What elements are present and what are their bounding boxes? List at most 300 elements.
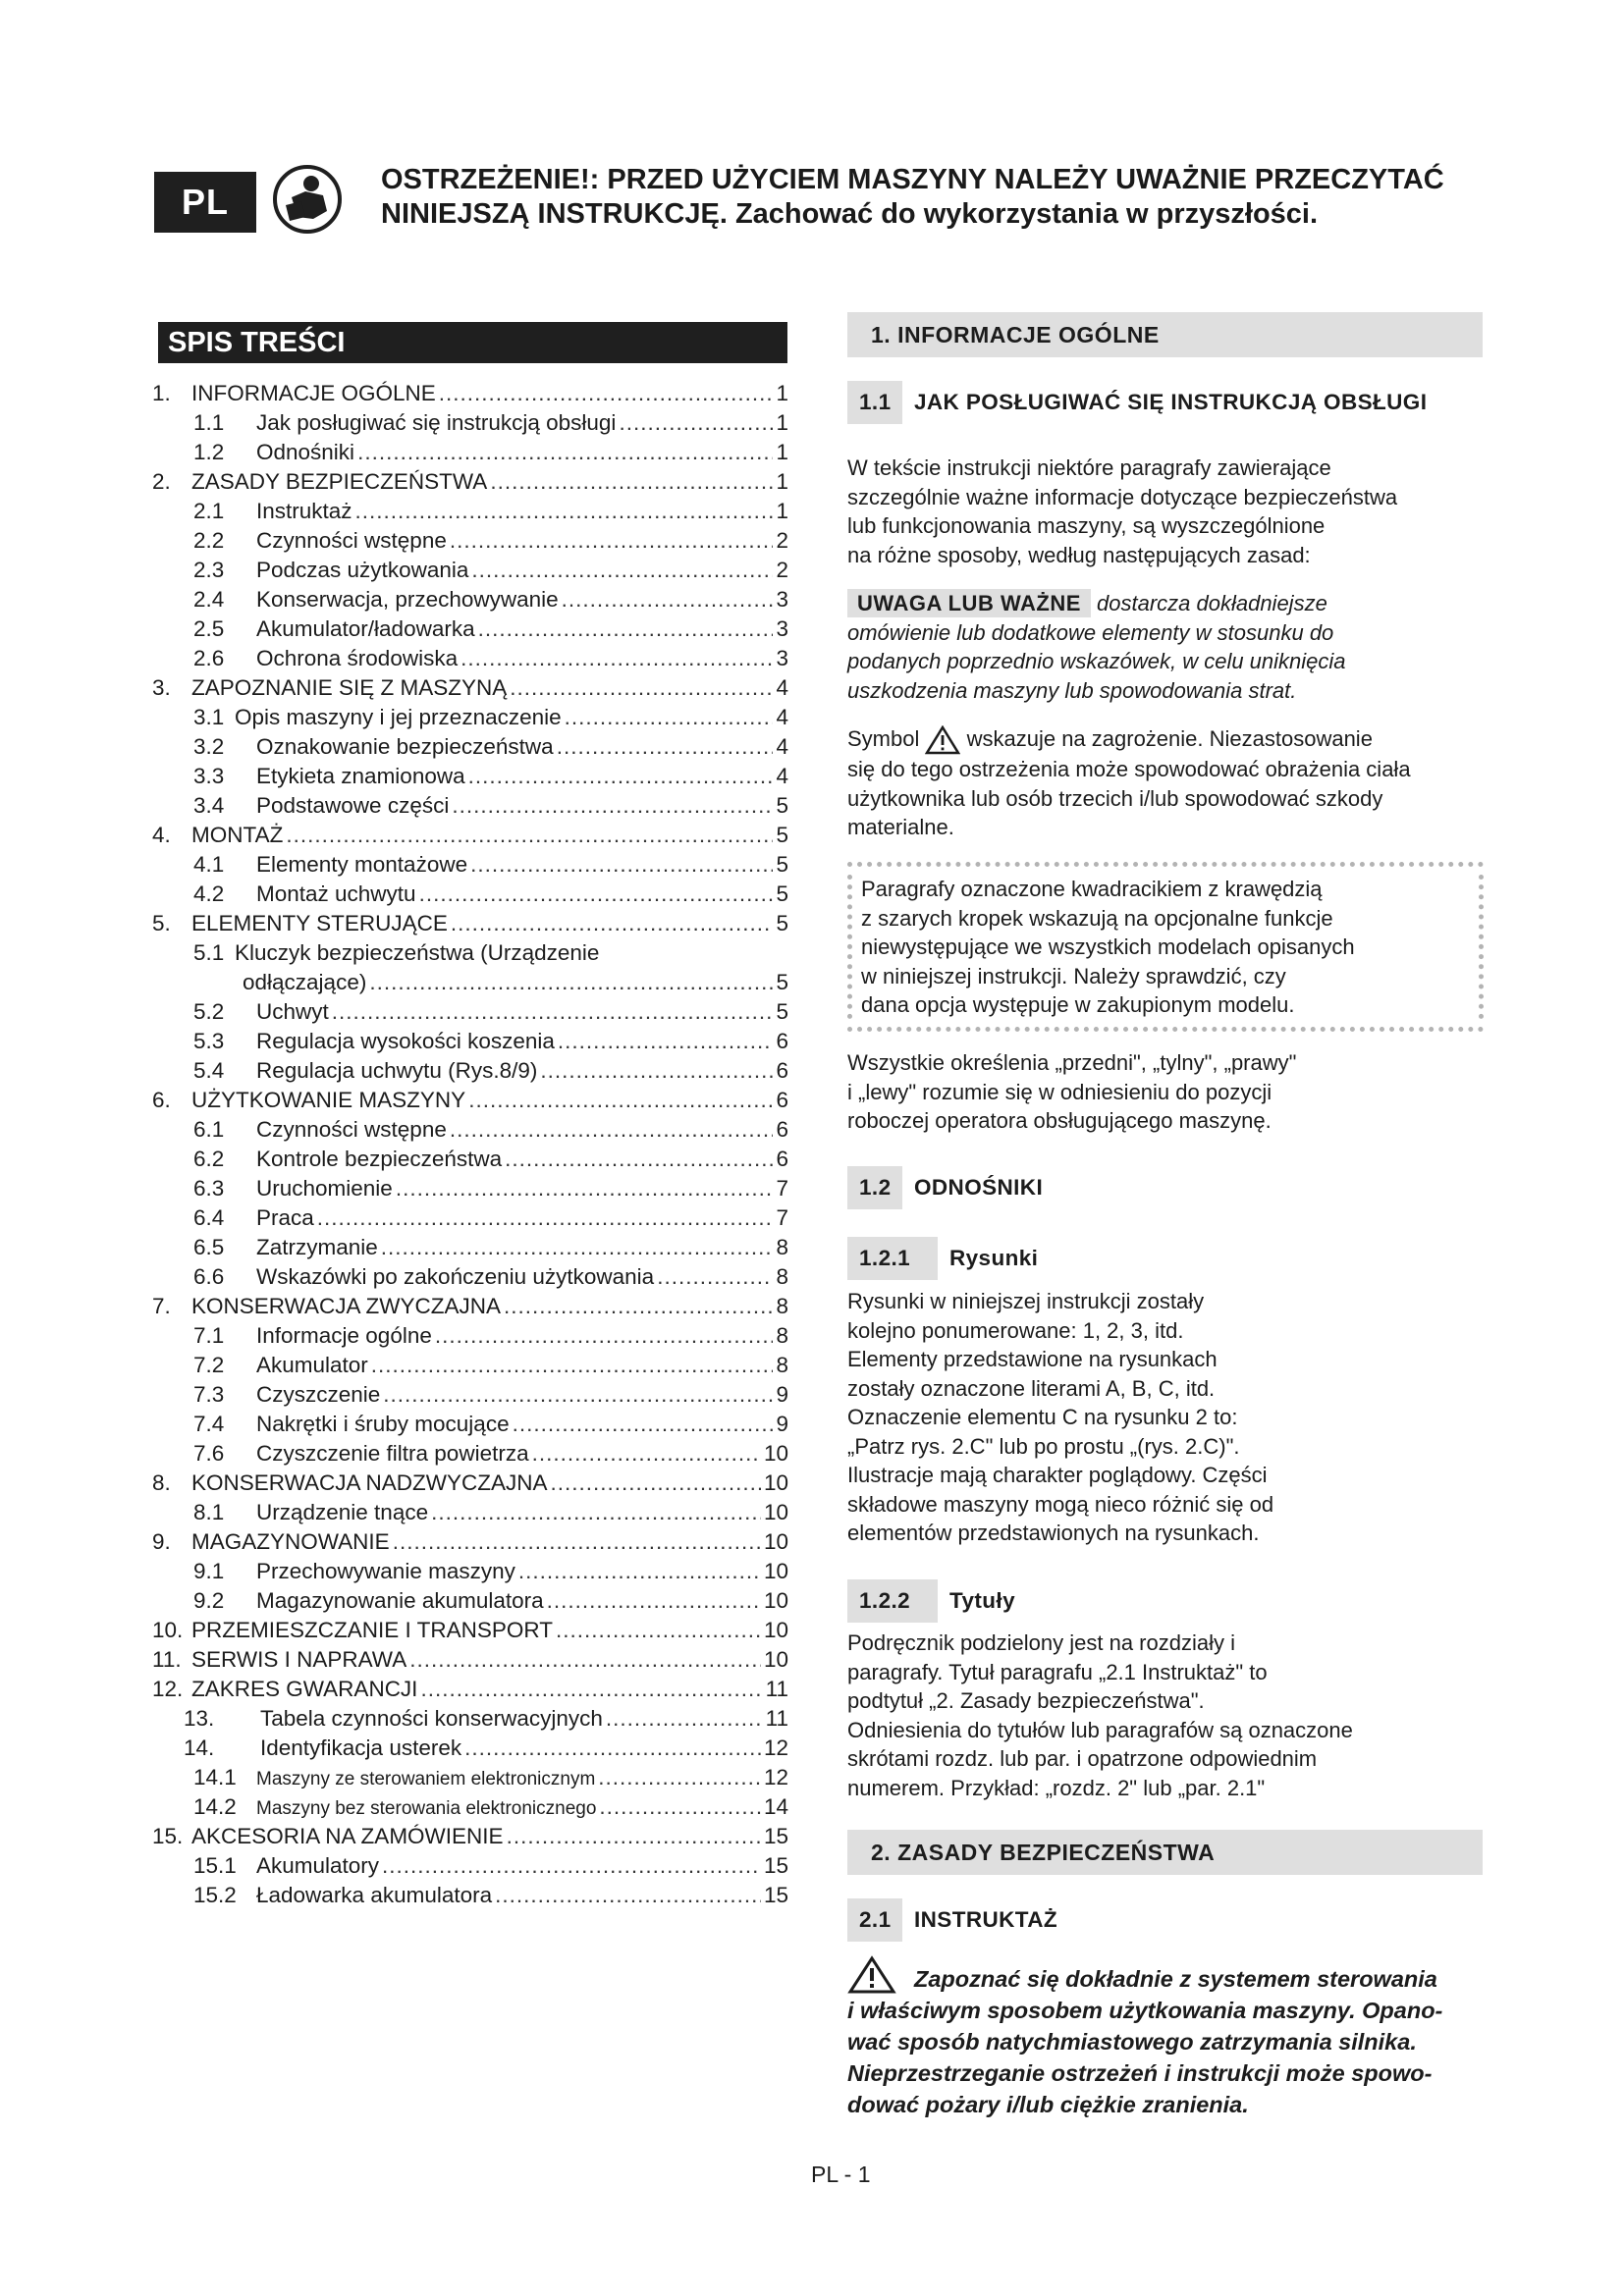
- intro-line: na różne sposoby, według następujących zasad:: [847, 542, 1311, 567]
- toc-entry-page: 9: [776, 1412, 788, 1436]
- toc-entry[interactable]: [152, 968, 788, 997]
- toc-entry-title: ZAPOZNANIE SIĘ Z MASZYNĄ: [191, 675, 508, 700]
- toc-leader-dots: [471, 556, 773, 585]
- toc-entry-number: 1.: [152, 381, 171, 405]
- toc-entry[interactable]: [152, 703, 788, 732]
- subsection-1-1-number: 1.1: [847, 381, 902, 424]
- toc-leader-dots: [355, 497, 774, 526]
- toc-entry-page: 4: [776, 734, 788, 759]
- toc-entry[interactable]: [152, 821, 788, 850]
- intro-line: szczególnie ważne informacje dotyczące bezpieczeństwa: [847, 484, 1398, 509]
- toc-entry-page: 12: [763, 1765, 788, 1789]
- toc-leader-dots: [409, 1645, 761, 1675]
- toc-entry[interactable]: [152, 497, 788, 526]
- toc-leader-dots: [393, 1527, 761, 1557]
- toc-entry[interactable]: [152, 938, 788, 968]
- direction-line: i „lewy" rozumie się w odniesieniu do pozycji: [847, 1079, 1272, 1104]
- toc-leader-dots: [619, 408, 773, 438]
- rysunki-paragraph: [847, 1287, 1484, 1548]
- toc-entry-number: 3.3: [193, 764, 225, 788]
- toc-entry-title: Nakrętki i śruby mocujące: [256, 1412, 510, 1436]
- toc-entry-page: 10: [763, 1441, 788, 1466]
- toc-entry-number: 6.4: [193, 1205, 225, 1230]
- toc-entry[interactable]: [152, 1498, 788, 1527]
- toc-leader-dots: [369, 968, 773, 997]
- toc-entry-title: Czynności wstępne: [256, 528, 447, 553]
- subsection-1-2-1-heading: [847, 1237, 1038, 1280]
- toc-entry-title: KONSERWACJA NADZWYCZAJNA: [191, 1470, 548, 1495]
- toc-entry-page: 4: [776, 675, 788, 700]
- toc-entry-number: 3.2: [193, 734, 225, 759]
- toc-leader-dots: [507, 1822, 761, 1851]
- toc-entry-page: 10: [763, 1618, 788, 1642]
- toc-entry-title: Akumulatory: [256, 1853, 380, 1878]
- toc-entry-page: 11: [765, 1706, 788, 1731]
- toc-entry[interactable]: [152, 438, 788, 467]
- warning-line-1: OSTRZEŻENIE!: PRZED UŻYCIEM MASZYNY NALEŻY UWAŻNIE PRZECZYTAĆ: [381, 164, 1444, 195]
- toc-entry[interactable]: [152, 1410, 788, 1439]
- toc-entry-title: Identyfikacja usterek: [260, 1735, 462, 1760]
- toc-entry-title: Wskazówki po zakończeniu użytkowania: [256, 1264, 655, 1289]
- toc-entry-title: Czyszczenie filtra powietrza: [256, 1441, 529, 1466]
- toc-entry-title: Montaż uchwytu: [256, 881, 416, 906]
- toc-leader-dots: [382, 1851, 761, 1881]
- toc-entry-page: 11: [765, 1677, 788, 1701]
- toc-entry-number: 3.4: [193, 793, 225, 818]
- toc-entry-page: 10: [763, 1588, 788, 1613]
- toc-entry-number: 14.: [184, 1735, 215, 1760]
- toc-leader-dots: [518, 1557, 761, 1586]
- symbol-line: się do tego ostrzeżenia może spowodować obrażenia ciała: [847, 757, 1411, 782]
- toc-entry-number: 5.: [152, 911, 171, 935]
- toc-leader-dots: [435, 1321, 774, 1351]
- toc-entry[interactable]: [152, 1056, 788, 1086]
- toc-entry-title: Kontrole bezpieczeństwa: [256, 1147, 503, 1171]
- rysunki-line: Oznaczenie elementu C na rysunku 2 to:: [847, 1405, 1238, 1429]
- toc-entry-number: 7.1: [193, 1323, 225, 1348]
- subsection-1-2-2-title: Tytuły: [949, 1588, 1015, 1613]
- toc-entry-number: 9.1: [193, 1559, 225, 1583]
- instruktaz-warning-line: [847, 1955, 1486, 1995]
- toc-entry[interactable]: [152, 1203, 788, 1233]
- box-line: dana opcja występuje w zakupionym modelu.: [861, 992, 1295, 1017]
- toc-entry-page: 5: [776, 970, 788, 994]
- toc-leader-dots: [381, 1233, 774, 1262]
- toc-entry[interactable]: [152, 791, 788, 821]
- section-2-heading: 2. ZASADY BEZPIECZEŃSTWA: [847, 1830, 1483, 1875]
- toc-entry-number: 2.2: [193, 528, 225, 553]
- toc-entry-page: 5: [776, 793, 788, 818]
- toc-entry[interactable]: [152, 467, 788, 497]
- toc-leader-dots: [562, 585, 774, 614]
- toc-entry-number: 15.2: [193, 1883, 237, 1907]
- optional-feature-box: [847, 862, 1484, 1032]
- toc-leader-dots: [540, 1056, 773, 1086]
- toc-leader-dots: [490, 467, 773, 497]
- dotted-border-left: [847, 875, 852, 1019]
- toc-entry[interactable]: [152, 1527, 788, 1557]
- toc-leader-dots: [383, 1380, 773, 1410]
- toc-entry[interactable]: [152, 1380, 788, 1410]
- toc-entry-title: Maszyny bez sterowania elektronicznego: [256, 1798, 597, 1819]
- toc-leader-dots: [468, 1086, 773, 1115]
- intro-line: W tekście instrukcji niektóre paragrafy zawierające: [847, 455, 1331, 480]
- subsection-1-1-title: JAK POSŁUGIWAĆ SIĘ INSTRUKCJĄ OBSŁUGI: [914, 390, 1428, 414]
- toc-entry-page: 4: [776, 764, 788, 788]
- rysunki-line: kolejno ponumerowane: 1, 2, 3, itd.: [847, 1317, 1184, 1343]
- toc-entry-page: 10: [763, 1529, 788, 1554]
- toc-entry-title: SERWIS I NAPRAWA: [191, 1647, 407, 1672]
- toc-entry-number: 1.1: [193, 410, 225, 435]
- toc-entry-title: Podczas użytkowania: [256, 558, 469, 582]
- toc-entry-page: 5: [776, 881, 788, 906]
- toc-entry[interactable]: [152, 614, 788, 644]
- toc-entry-page: 8: [776, 1353, 788, 1377]
- toc-entry-title: Praca: [256, 1205, 314, 1230]
- intro-paragraph: [847, 454, 1484, 569]
- rysunki-line: zostały oznaczone literami A, B, C, itd.: [847, 1375, 1216, 1401]
- instruktaz-warning: [847, 1955, 1486, 2120]
- toc-entry-number: 7.4: [193, 1412, 225, 1436]
- toc-entry[interactable]: [152, 1145, 788, 1174]
- uwaga-line: omówienie lub dodatkowe elementy w stosunku do: [847, 619, 1334, 645]
- symbol-pre: Symbol: [847, 726, 926, 751]
- box-line: Paragrafy oznaczone kwadracikiem z krawędzią: [861, 877, 1323, 901]
- toc-leader-dots: [513, 1410, 774, 1439]
- toc-entry[interactable]: [152, 1233, 788, 1262]
- toc-leader-dots: [451, 909, 774, 938]
- uwaga-line: podanych poprzednio wskazówek, w celu uniknięcia: [847, 649, 1346, 673]
- toc-entry-number: 8.1: [193, 1500, 225, 1524]
- toc-entry-page: 10: [763, 1647, 788, 1672]
- toc-entry[interactable]: [152, 1822, 788, 1851]
- tytuly-line: skrótami rozdz. lub par. i opatrzone odpowiednim: [847, 1746, 1318, 1771]
- tytuly-line: podtytuł „2. Zasady bezpieczeństwa".: [847, 1688, 1205, 1713]
- toc-leader-dots: [470, 850, 773, 880]
- toc-entry-page: 1: [776, 410, 788, 435]
- toc-entry[interactable]: [152, 909, 788, 938]
- tytuly-line: Odniesienia do tytułów lub paragrafów są oznaczone: [847, 1717, 1353, 1742]
- toc-entry-page: 5: [776, 911, 788, 935]
- toc-entry[interactable]: [152, 379, 788, 408]
- toc-entry-number: 6.3: [193, 1176, 225, 1201]
- toc-entry-title: Uruchomienie: [256, 1176, 393, 1201]
- toc-entry-number: 14.1: [193, 1765, 237, 1789]
- toc-title: SPIS TREŚCI: [158, 322, 787, 363]
- toc-entry-title: MONTAŻ: [191, 823, 284, 847]
- toc-entry[interactable]: [152, 556, 788, 585]
- toc-entry[interactable]: [152, 408, 788, 438]
- toc-entry-number: 2.1: [193, 499, 225, 523]
- toc-entry-title: Magazynowanie akumulatora: [256, 1588, 544, 1613]
- subsection-1-2-number: 1.2: [847, 1166, 902, 1209]
- toc-entry[interactable]: [152, 997, 788, 1027]
- toc-entry-page: 3: [776, 646, 788, 670]
- toc-entry-page: 6: [776, 1088, 788, 1112]
- toc-entry-page: 8: [776, 1294, 788, 1318]
- toc-entry-page: 6: [776, 1029, 788, 1053]
- toc-leader-dots: [547, 1586, 761, 1616]
- toc-entry-page: 1: [776, 499, 788, 523]
- toc-entry-page: 5: [776, 852, 788, 877]
- toc-leader-dots: [431, 1498, 761, 1527]
- tytuly-line: paragrafy. Tytuł paragrafu „2.1 Instruktaż" to: [847, 1659, 1268, 1684]
- toc-entry-page: 8: [776, 1264, 788, 1289]
- toc-entry-page: 15: [763, 1824, 788, 1848]
- toc-entry-page: 5: [776, 999, 788, 1024]
- toc-entry-title: odłączające): [243, 970, 367, 994]
- toc-entry[interactable]: [152, 1027, 788, 1056]
- warning-line-2: NINIEJSZĄ INSTRUKCJĘ. Zachować do wykorzystania w przyszłości.: [381, 198, 1319, 230]
- direction-line: roboczej operatora obsługującego maszynę.: [847, 1108, 1272, 1133]
- toc-entry[interactable]: [152, 1851, 788, 1881]
- toc-entry-title: ELEMENTY STERUJĄCE: [191, 911, 448, 935]
- toc-entry[interactable]: [152, 1174, 788, 1203]
- toc-entry[interactable]: [152, 1262, 788, 1292]
- toc-entry-title: Akumulator/ładowarka: [256, 616, 475, 641]
- subsection-1-2-2-heading: [847, 1579, 1015, 1623]
- toc-entry[interactable]: [152, 1675, 788, 1704]
- toc-entry-number: 2.: [152, 469, 171, 494]
- dotted-border-right: [1479, 875, 1484, 1019]
- toc-entry-number: 3.: [152, 675, 171, 700]
- box-line: w niniejszej instrukcji. Należy sprawdzić, czy: [861, 963, 1286, 988]
- toc-entry[interactable]: [152, 1351, 788, 1380]
- toc-entry-number: 5.1: [193, 940, 225, 965]
- toc-entry-number: 11.: [152, 1647, 182, 1672]
- warning-title: [381, 163, 1540, 232]
- toc-entry-page: 14: [763, 1794, 788, 1819]
- toc-entry-title: Przechowywanie maszyny: [256, 1559, 515, 1583]
- toc-entry-number: 5.2: [193, 999, 225, 1024]
- toc-entry-number: 2.4: [193, 587, 225, 612]
- toc-entry-title: Zatrzymanie: [256, 1235, 378, 1259]
- uwaga-line: uszkodzenia maszyny lub spowodowania strat.: [847, 677, 1297, 703]
- toc-entry-number: 7.6: [193, 1441, 225, 1466]
- toc-entry-number: 7.: [152, 1294, 171, 1318]
- toc-leader-dots: [450, 1115, 774, 1145]
- instruktaz-warning-line: dować pożary i/lub ciężkie zranienia.: [847, 2092, 1249, 2117]
- toc-entry-title: Instruktaż: [256, 499, 352, 523]
- warning-triangle-icon: [847, 1955, 896, 1995]
- toc-entry[interactable]: [152, 526, 788, 556]
- subsection-2-1-number: 2.1: [847, 1898, 902, 1942]
- toc-leader-dots: [598, 1763, 761, 1792]
- toc-entry-number: 6.1: [193, 1117, 225, 1142]
- toc-entry[interactable]: [152, 850, 788, 880]
- toc-entry[interactable]: [152, 1586, 788, 1616]
- toc-entry-number: 7.2: [193, 1353, 225, 1377]
- toc-entry-page: 4: [776, 705, 788, 729]
- toc-leader-dots: [464, 1734, 761, 1763]
- toc-entry-title: ZAKRES GWARANCJI: [191, 1677, 418, 1701]
- toc-entry[interactable]: [152, 1292, 788, 1321]
- subsection-1-2-1-number: 1.2.1: [847, 1237, 938, 1280]
- toc-entry-page: 12: [763, 1735, 788, 1760]
- toc-entry[interactable]: [152, 1645, 788, 1675]
- toc-entry-title: Ładowarka akumulatora: [256, 1883, 493, 1907]
- toc-entry-page: 1: [776, 381, 788, 405]
- toc-entry-title: Tabela czynności konserwacyjnych: [260, 1706, 603, 1731]
- toc-entry-title: Maszyny ze sterowaniem elektronicznym: [256, 1769, 596, 1789]
- toc-entry-page: 5: [776, 823, 788, 847]
- symbol-paragraph: [847, 724, 1484, 842]
- toc-leader-dots: [495, 1881, 761, 1910]
- toc-leader-dots: [504, 1292, 773, 1321]
- toc-leader-dots: [558, 1027, 774, 1056]
- toc-leader-dots: [599, 1792, 761, 1822]
- box-line: z szarych kropek wskazują na opcjonalne funkcje: [861, 905, 1333, 931]
- toc-entry-number: 2.5: [193, 616, 225, 641]
- toc-entry-number: 4.1: [193, 852, 225, 877]
- toc-entry[interactable]: [152, 1115, 788, 1145]
- toc-entry-title: Kluczyk bezpieczeństwa (Urządzenie: [235, 940, 600, 965]
- toc-entry[interactable]: [152, 1439, 788, 1468]
- toc-leader-dots: [452, 791, 773, 821]
- instruktaz-warning-line: i właściwym sposobem użytkowania maszyny. Opano-: [847, 1998, 1443, 2023]
- page-number: PL - 1: [811, 2162, 871, 2187]
- instruktaz-warning-line: wać sposób natychmiastowego zatrzymania silnika.: [847, 2029, 1417, 2055]
- toc-leader-dots: [460, 644, 773, 673]
- toc-entry[interactable]: [152, 732, 788, 762]
- toc-entry-page: 8: [776, 1235, 788, 1259]
- toc-leader-dots: [565, 703, 774, 732]
- toc-entry[interactable]: [152, 1792, 788, 1822]
- toc-entry-page: 2: [776, 558, 788, 582]
- toc-entry-number: 2.6: [193, 646, 225, 670]
- toc-leader-dots: [317, 1203, 774, 1233]
- toc-entry[interactable]: [152, 673, 788, 703]
- toc-entry-title: AKCESORIA NA ZAMÓWIENIE: [191, 1824, 504, 1848]
- subsection-2-1-heading: [847, 1898, 1057, 1942]
- toc-entry-number: 15.: [152, 1824, 184, 1848]
- toc-entry[interactable]: [152, 1321, 788, 1351]
- rysunki-line: Ilustracje mają charakter poglądowy. Części: [847, 1463, 1268, 1487]
- toc-entry-page: 1: [776, 469, 788, 494]
- subsection-1-2-2-number: 1.2.2: [847, 1579, 938, 1623]
- rysunki-line: Elementy przedstawione na rysunkach: [847, 1347, 1218, 1371]
- toc-entry-title: KONSERWACJA ZWYCZAJNA: [191, 1294, 502, 1318]
- toc-entry[interactable]: [152, 644, 788, 673]
- toc-leader-dots: [532, 1439, 761, 1468]
- toc-entry-page: 15: [763, 1883, 788, 1907]
- tytuly-line: numerem. Przykład: „rozdz. 2" lub „par. 2.1": [847, 1775, 1266, 1800]
- toc-entry-title: UŻYTKOWANIE MASZYNY: [191, 1088, 466, 1112]
- rysunki-line: elementów przedstawionych na rysunkach.: [847, 1521, 1260, 1545]
- toc-leader-dots: [657, 1262, 773, 1292]
- toc-entry-page: 9: [776, 1382, 788, 1407]
- intro-line: lub funkcjonowania maszyny, są wyszczególnione: [847, 513, 1326, 538]
- toc-entry-number: 6.5: [193, 1235, 225, 1259]
- toc-entry-title: Podstawowe części: [256, 793, 450, 818]
- toc-leader-dots: [468, 762, 774, 791]
- toc-entry-title: Urządzenie tnące: [256, 1500, 429, 1524]
- toc-leader-dots: [557, 732, 774, 762]
- toc-entry-number: 4.: [152, 823, 171, 847]
- toc-entry-page: 3: [776, 616, 788, 641]
- toc-entry-title: Uchwyt: [256, 999, 329, 1024]
- toc-entry-title: Oznakowanie bezpieczeństwa: [256, 734, 554, 759]
- toc-entry[interactable]: [152, 1557, 788, 1586]
- toc-entry[interactable]: [152, 1468, 788, 1498]
- toc-entry-title: MAGAZYNOWANIE: [191, 1529, 390, 1554]
- toc-leader-dots: [419, 880, 774, 909]
- toc-entry-number: 12.: [152, 1677, 184, 1701]
- toc-leader-dots: [439, 379, 774, 408]
- subsection-1-2-1-title: Rysunki: [949, 1246, 1039, 1270]
- symbol-post: wskazuje na zagrożenie. Niezastosowanie: [960, 726, 1373, 751]
- rysunki-line: Rysunki w niniejszej instrukcji zostały: [847, 1289, 1205, 1313]
- toc-entry-title: Informacje ogólne: [256, 1323, 432, 1348]
- toc-entry-title: Czynności wstępne: [256, 1117, 447, 1142]
- instruktaz-warning-line: Nieprzestrzeganie ostrzeżeń i instrukcji może spowo-: [847, 2060, 1433, 2086]
- symbol-line: materialne.: [847, 815, 954, 840]
- toc-entry-page: 10: [763, 1500, 788, 1524]
- toc-entry-number: 6.2: [193, 1147, 225, 1171]
- toc-entry-number: 1.2: [193, 440, 225, 464]
- toc-entry-title: Regulacja wysokości koszenia: [256, 1029, 555, 1053]
- toc-entry-number: 4.2: [193, 881, 225, 906]
- toc-entry-page: 10: [763, 1559, 788, 1583]
- language-badge: PL: [154, 172, 256, 233]
- toc-entry[interactable]: [152, 880, 788, 909]
- toc-entry[interactable]: [152, 1881, 788, 1910]
- toc-entry-title: ZASADY BEZPIECZEŃSTWA: [191, 469, 488, 494]
- toc-leader-dots: [551, 1468, 761, 1498]
- toc-entry-title: Elementy montażowe: [256, 852, 468, 877]
- toc-entry-title: Opis maszyny i jej przeznaczenie: [235, 705, 562, 729]
- toc-entry[interactable]: [152, 762, 788, 791]
- toc-leader-dots: [606, 1704, 763, 1734]
- tytuly-paragraph: [847, 1629, 1484, 1802]
- toc-leader-dots: [450, 526, 774, 556]
- box-line: niewystępujące we wszystkich modelach opisanych: [861, 934, 1355, 959]
- rysunki-line: „Patrz rys. 2.C" lub po prostu „(rys. 2.C)".: [847, 1433, 1240, 1459]
- toc-leader-dots: [357, 438, 773, 467]
- toc-entry-number: 8.: [152, 1470, 171, 1495]
- subsection-2-1-title: INSTRUKTAŻ: [914, 1907, 1058, 1932]
- warning-triangle-icon: [925, 725, 960, 755]
- toc-entry-number: 14.2: [193, 1794, 237, 1819]
- toc-entry-title: Etykieta znamionowa: [256, 764, 465, 788]
- toc-entry-page: 7: [776, 1205, 788, 1230]
- direction-paragraph: [847, 1048, 1484, 1136]
- toc-entry-page: 7: [776, 1176, 788, 1201]
- toc-leader-dots: [505, 1145, 773, 1174]
- toc-entry-number: 2.3: [193, 558, 225, 582]
- toc-entry-page: 8: [776, 1323, 788, 1348]
- toc-entry-title: INFORMACJE OGÓLNE: [191, 381, 436, 405]
- subsection-1-1-heading: [847, 381, 1427, 424]
- toc-entry-title: Ochrona środowiska: [256, 646, 459, 670]
- toc-entry-page: 15: [763, 1853, 788, 1878]
- read-manual-icon: [272, 162, 343, 237]
- toc-entry-number: 13.: [184, 1706, 215, 1731]
- toc-entry-title: Czyszczenie: [256, 1382, 381, 1407]
- toc-entry[interactable]: [152, 1616, 788, 1645]
- toc-leader-dots: [286, 821, 773, 850]
- toc-entry-page: 3: [776, 587, 788, 612]
- toc-entry[interactable]: [152, 1086, 788, 1115]
- toc-entry[interactable]: [152, 1704, 788, 1734]
- toc-entry[interactable]: [152, 585, 788, 614]
- tytuly-line: Podręcznik podzielony jest na rozdziały i: [847, 1630, 1235, 1655]
- symbol-line: użytkownika lub osób trzecich i/lub spowodować szkody: [847, 785, 1383, 811]
- toc-entry[interactable]: [152, 1763, 788, 1792]
- toc-entry[interactable]: [152, 1734, 788, 1763]
- direction-line: Wszystkie określenia „przedni", „tylny", „prawy": [847, 1050, 1297, 1075]
- rysunki-line: składowe maszyny mogą nieco różnić się od: [847, 1491, 1274, 1517]
